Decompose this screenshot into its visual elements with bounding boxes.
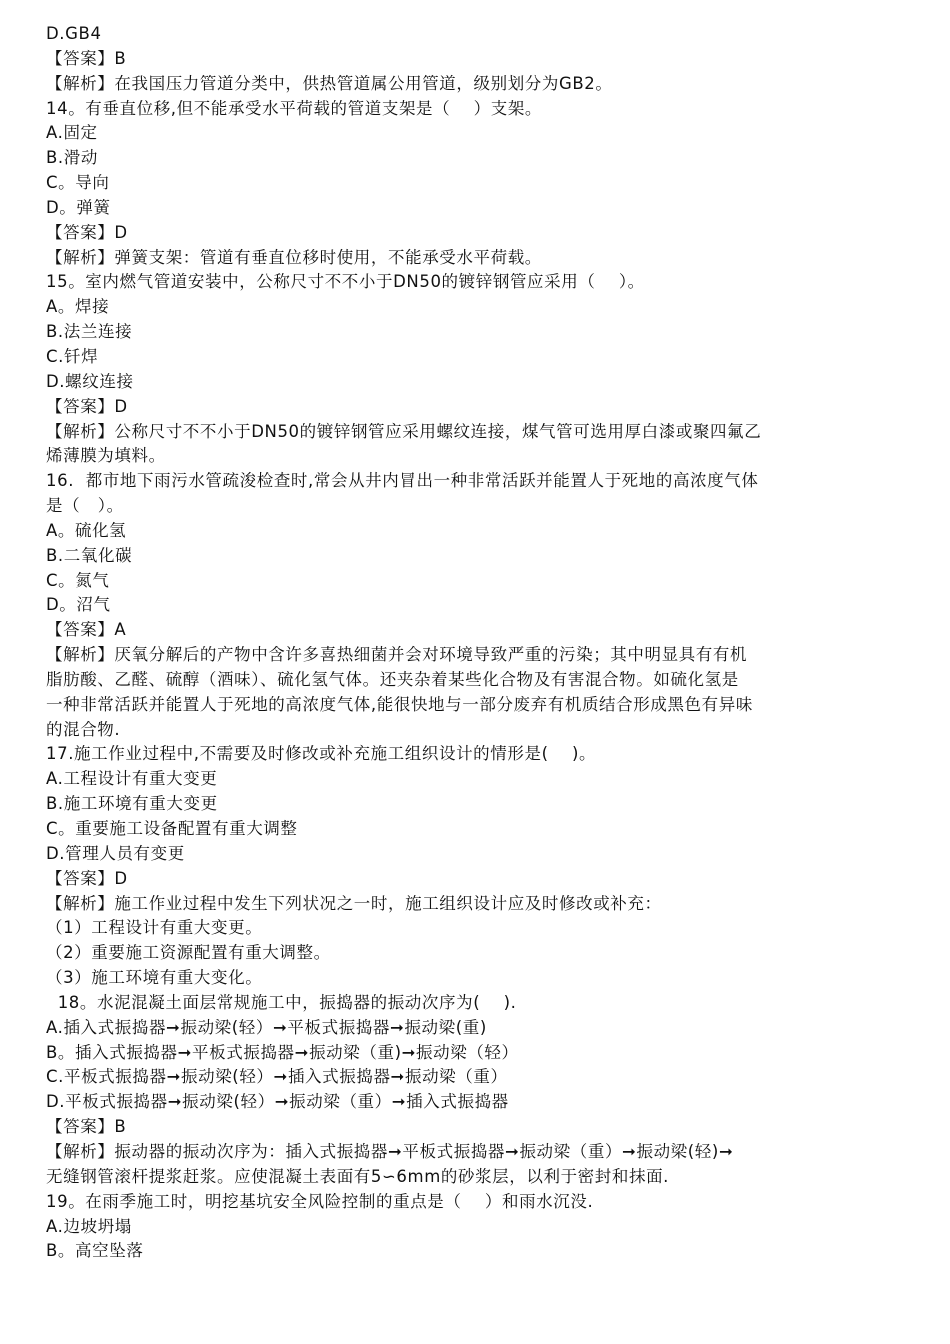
explanation-16-cont-3: 的混合物. [46, 719, 121, 739]
q18-option-b: B。插入式振捣器➞平板式振捣器➞振动梁（重)➞振动梁（轻） [46, 1042, 519, 1062]
question-16-cont: 是（ ）。 [46, 496, 124, 516]
q15-option-c: C.钎焊 [46, 346, 99, 366]
answer-16: 【答案】A [46, 620, 127, 640]
answer-18: 【答案】B [46, 1117, 127, 1137]
q15-option-b: B.法兰连接 [46, 322, 133, 342]
q14-option-d: D。弹簧 [46, 197, 111, 217]
explanation-18-cont: 无缝钢管滚杆提浆赶浆。应使混凝土表面有5∽6mm的砂浆层，以利于密封和抹面. [46, 1166, 670, 1186]
explanation-16-cont-1: 脂肪酸、乙醛、硫醇（酒味）、硫化氢气体。还夹杂着某些化合物及有害混合物。如硫化氢是 [46, 669, 739, 689]
q15-option-a: A。焊接 [46, 297, 110, 317]
question-18: 18。水泥混凝土面层常规施工中，振捣器的振动次序为( ). [46, 992, 517, 1012]
explanation-14: 【解析】弹簧支架：管道有垂直位移时使用，不能承受水平荷载。 [46, 247, 542, 267]
answer-14: 【答案】D [46, 222, 128, 242]
q17-option-a: A.工程设计有重大变更 [46, 769, 218, 789]
explanation-18: 【解析】振动器的振动次序为：插入式振捣器➞平板式振捣器➞振动梁（重）➞振动梁(轻)➞ [46, 1141, 734, 1161]
question-19: 19。在雨季施工时，明挖基坑安全风险控制的重点是（ ）和雨水沉没. [46, 1191, 594, 1211]
explanation-17-item-1: （1）工程设计有重大变更。 [46, 918, 263, 938]
q19-option-b: B。高空坠落 [46, 1241, 144, 1261]
question-15: 15。室内燃气管道安装中，公称尺寸不不小于DN50的镀锌钢管应采用（ ）。 [46, 272, 645, 292]
question-16: 16. 都市地下雨污水管疏浚检查时,常会从井内冒出一种非常活跃并能置人于死地的高浓度气体 [46, 471, 759, 491]
explanation-15-cont: 烯薄膜为填料。 [46, 446, 166, 466]
q14-option-c: C。导向 [46, 173, 110, 193]
answer-17: 【答案】D [46, 868, 128, 888]
answer-13: 【答案】B [46, 48, 127, 68]
q17-option-b: B.施工环境有重大变更 [46, 794, 218, 814]
q18-option-a: A.插入式振捣器➞振动梁(轻）➞平板式振捣器➞振动梁(重) [46, 1017, 487, 1037]
q14-option-a: A.固定 [46, 123, 98, 143]
q17-option-c: C。重要施工设备配置有重大调整 [46, 819, 298, 838]
explanation-17-item-3: （3）施工环境有重大变化。 [46, 968, 263, 988]
explanation-15: 【解析】公称尺寸不不小于DN50的镀锌钢管应采用螺纹连接，煤气管可选用厚白漆或聚四氟乙 [46, 421, 762, 441]
explanation-17-item-2: （2）重要施工资源配置有重大调整。 [46, 943, 331, 963]
q16-option-c: C。氮气 [46, 570, 110, 590]
explanation-16-cont-2: 一种非常活跃并能置人于死地的高浓度气体,能很快地与一部分废弃有机质结合形成黑色有异味 [46, 694, 753, 714]
explanation-16: 【解析】厌氧分解后的产物中含许多喜热细菌并会对环境导致严重的污染；其中明显具有有机 [46, 645, 748, 665]
q18-option-c: C.平板式振捣器➞振动梁(轻）➞插入式振捣器➞振动梁（重） [46, 1067, 508, 1087]
q16-option-a: A。硫化氢 [46, 520, 127, 540]
q15-option-d: D.螺纹连接 [46, 371, 134, 391]
q17-option-d: D.管理人员有变更 [46, 843, 185, 863]
q19-option-a: A.边坡坍塌 [46, 1216, 132, 1236]
q16-option-b: B.二氧化碳 [46, 545, 133, 565]
q18-option-d: D.平板式振捣器➞振动梁(轻）➞振动梁（重）➞插入式振捣器 [46, 1092, 509, 1112]
q16-option-d: D。沼气 [46, 595, 111, 615]
question-14: 14。有垂直位移,但不能承受水平荷载的管道支架是（ ）支架。 [46, 98, 543, 118]
q14-option-b: B.滑动 [46, 148, 98, 168]
question-17: 17.施工作业过程中,不需要及时修改或补充施工组织设计的情形是( )。 [46, 744, 597, 764]
document-page [46, 22, 908, 1264]
answer-15: 【答案】D [46, 396, 128, 416]
explanation-13: 【解析】在我国压力管道分类中，供热管道属公用管道，级别划分为GB2。 [46, 73, 613, 93]
explanation-17: 【解析】施工作业过程中发生下列状况之一时，施工组织设计应及时修改或补充： [46, 893, 662, 913]
option-d-gb4: D.GB4 [46, 24, 102, 43]
